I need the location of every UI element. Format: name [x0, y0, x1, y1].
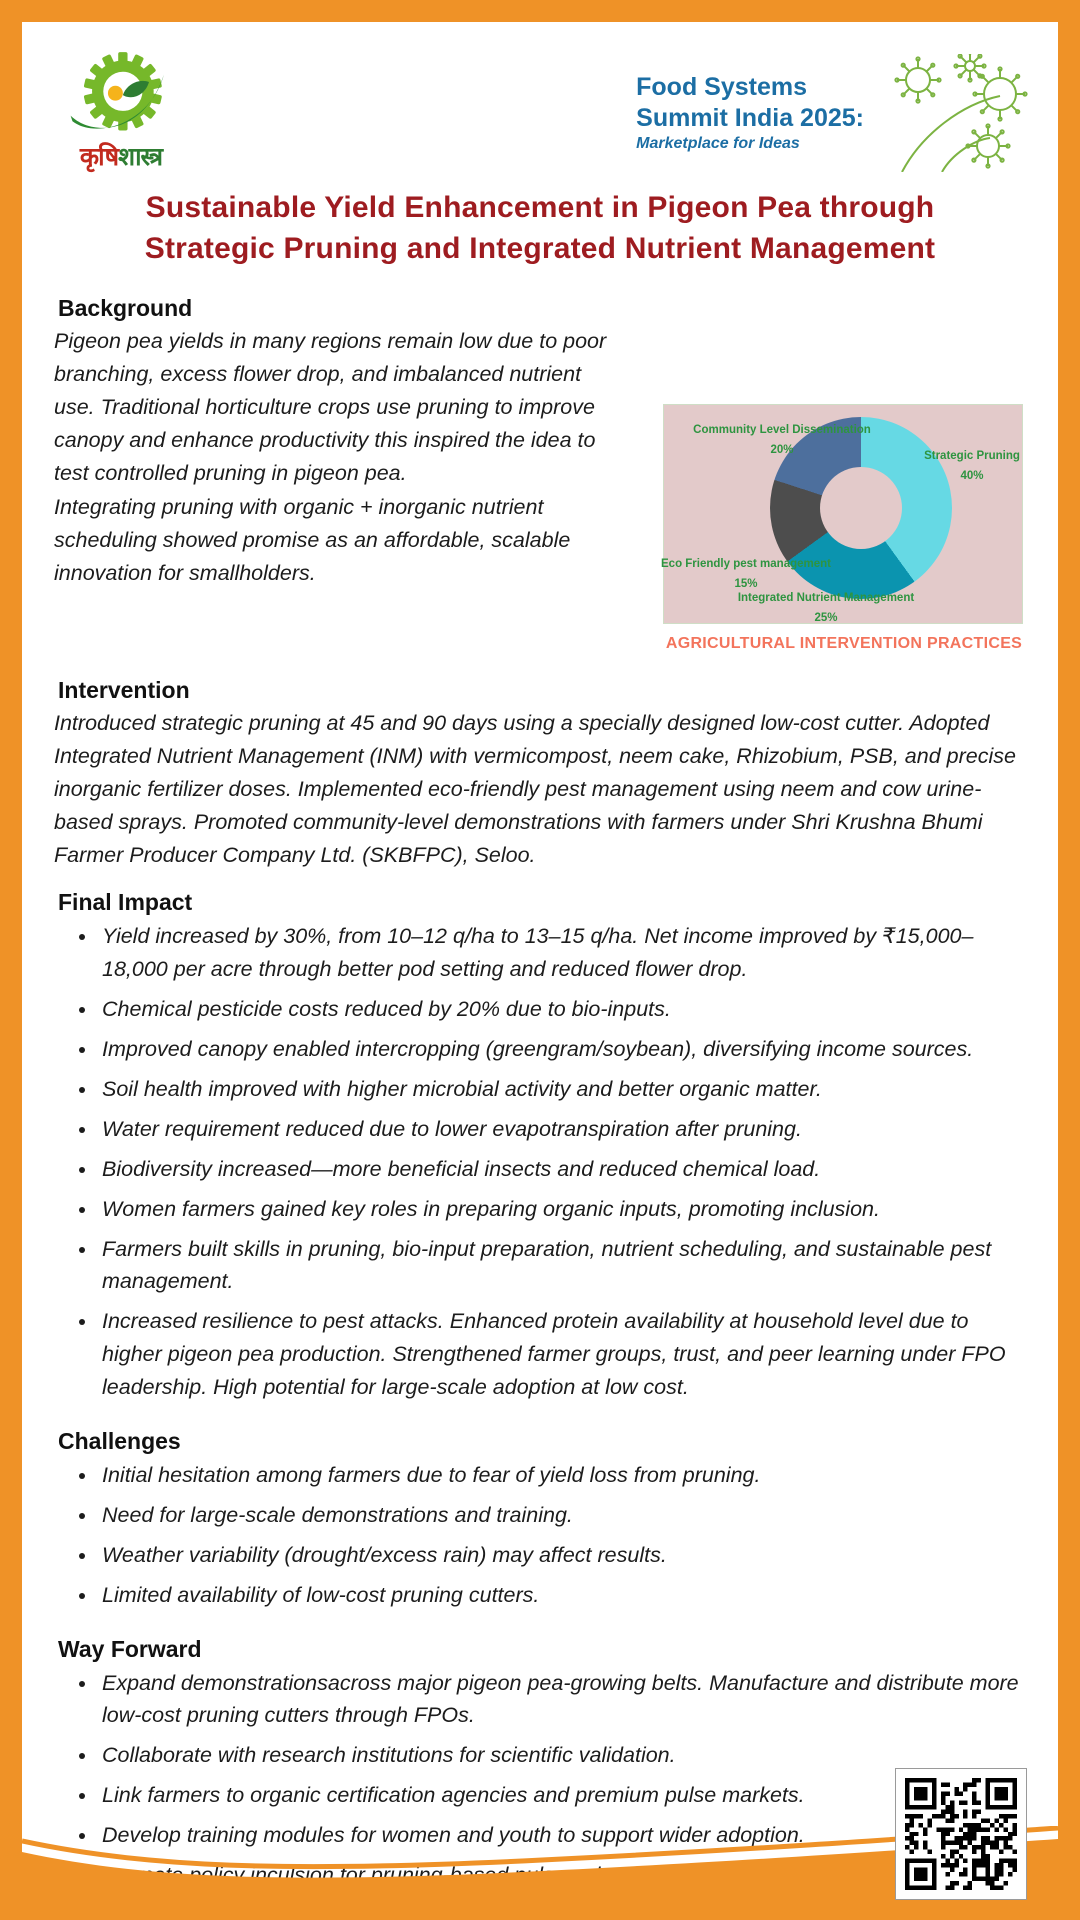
donut-hole: [820, 467, 902, 549]
chart-label-strategic-pruning: Strategic Pruning 40%: [924, 450, 1020, 482]
logo-hindi-text: [56, 145, 186, 170]
impact-bullet: • Soil health improved with higher microbial activity and better organic matter.: [98, 1073, 1028, 1106]
impact-bullet: • Water requirement reduced due to lower evapotranspiration after pruning.: [98, 1113, 1028, 1146]
challenge-bullet: • Weather variability (drought/excess rain) may affect results.: [98, 1539, 1028, 1572]
logo-hindi-red: कृषि: [79, 143, 119, 171]
background-heading: Background: [58, 295, 193, 321]
logo-hindi-green: शास्त्र: [118, 143, 163, 171]
way-forward-bullet: • Develop training modules for women and youth to support wider adoption.: [98, 1819, 1028, 1852]
chart-label-community: Community Level Dissemination 20%: [693, 424, 871, 456]
event-title-line1: Food Systems: [636, 73, 808, 101]
challenges-heading: Challenges: [58, 1428, 181, 1455]
impact-bullet: • Biodiversity increased—more beneficial insects and reduced chemical load.: [98, 1153, 1028, 1186]
content: [22, 295, 1058, 1892]
impact-bullet: • Women farmers gained key roles in preparing organic inputs, promoting inclusion.: [98, 1193, 1028, 1226]
page-title: [22, 188, 1058, 269]
background-section: [54, 295, 1028, 653]
title-line2: Strategic Pruning and Integrated Nutrient Management: [144, 231, 936, 265]
challenge-bullet: • Limited availability of low-cost pruning cutters.: [98, 1579, 1028, 1612]
challenge-bullet: • Need for large-scale demonstrations and training.: [98, 1499, 1028, 1532]
title-line1: Sustainable Yield Enhancement in Pigeon Pea through: [145, 191, 935, 224]
way-forward-bullet: • Expand demonstrationsacross major pigeon pea-growing belts. Manufacture and distribute more low-cost pruning cutters through FPOs.: [98, 1667, 1028, 1733]
impact-bullet: • Chemical pesticide costs reduced by 20% due to bio-inputs.: [98, 993, 1028, 1026]
chart-label-inm: Integrated Nutrient Management 25%: [737, 592, 915, 624]
impact-bullet: • Increased resilience to pest attacks. Enhanced protein availability at household level due to higher pigeon pea production. Strengthened farmer groups, trust, and peer learning under FPO leadership. High potential for large-scale adoption at low cost.: [98, 1305, 1028, 1404]
way-forward-heading: Way Forward: [58, 1635, 202, 1662]
dandelion-head-1: [895, 57, 940, 102]
header: [22, 22, 1058, 174]
event-branding: [636, 46, 864, 153]
final-impact-heading: Final Impact: [58, 889, 193, 916]
way-forward-bullet: • Collaborate with research institutions for scientific validation.: [98, 1739, 1028, 1772]
dandelion-icon: [882, 54, 1032, 172]
way-forward-bullet: • Link farmers to organic certification agencies and premium pulse markets.: [98, 1779, 1028, 1812]
qr-code: [895, 1768, 1027, 1900]
sun-icon: [108, 86, 123, 101]
event-title-line2: Summit India 2025:: [636, 103, 864, 132]
dandelion-head-3: [966, 124, 1009, 167]
background-paragraph-2: Integrating pruning with organic + inorganic nutrient scheduling showed promise as an affordable, scalable innovation for smallholders.: [54, 495, 571, 586]
intervention-heading: Intervention: [58, 677, 190, 703]
challenges-list: [54, 1459, 1028, 1612]
krushishastra-logo: [56, 46, 186, 170]
chart-caption: AGRICULTURAL INTERVENTION PRACTICES: [665, 635, 1023, 652]
intervention-practices-figure: [661, 405, 1024, 653]
intervention-section: [54, 677, 1028, 871]
impact-bullet: • Improved canopy enabled intercropping (greengram/soybean), diversifying income sources.: [98, 1033, 1028, 1066]
impact-bullet: • Yield increased by 30%, from 10–12 q/ha to 13–15 q/ha. Net income improved by ₹15,000–18,000 per acre through better pod setting and reduced flower drop.: [98, 920, 1028, 986]
background-text: [54, 295, 620, 653]
event-tagline: Marketplace for Ideas: [636, 135, 800, 152]
gear-leaf-logo-icon: [65, 46, 177, 146]
poster-page: [22, 22, 1058, 1898]
challenge-bullet: • Initial hesitation among farmers due to fear of yield loss from pruning.: [98, 1459, 1028, 1492]
final-impact-section: [54, 889, 1028, 1404]
impact-bullet: • Farmers built skills in pruning, bio-input preparation, nutrient scheduling, and sustainable pest management.: [98, 1233, 1028, 1299]
challenges-section: [54, 1428, 1028, 1612]
chart-label-eco-pest: Eco Friendly pest management 15%: [661, 558, 831, 590]
intervention-body: Introduced strategic pruning at 45 and 90 days using a specially designed low-cost cutter. Adopted Integrated Nutrient Management (INM) with vermicompost, neem cake, Rhizobium, PSB, and precise inorganic fertilizer doses. Implemented eco-friendly pest management using neem and cow urine-based sprays. Promoted community-level demonstrations with farmers under Shri Krushna Bhumi Farmer Producer Company Ltd. (SKBFPC), Seloo.: [54, 711, 1016, 867]
final-impact-list: [54, 920, 1028, 1404]
donut-chart-panel: [661, 405, 1022, 624]
background-paragraph-1: Pigeon pea yields in many regions remain low due to poor branching, excess flower drop, and imbalanced nutrient use. Traditional horticulture crops use pruning to improve canopy and enhance productivity this inspired the idea to test controlled pruning in pigeon pea.: [54, 329, 607, 485]
